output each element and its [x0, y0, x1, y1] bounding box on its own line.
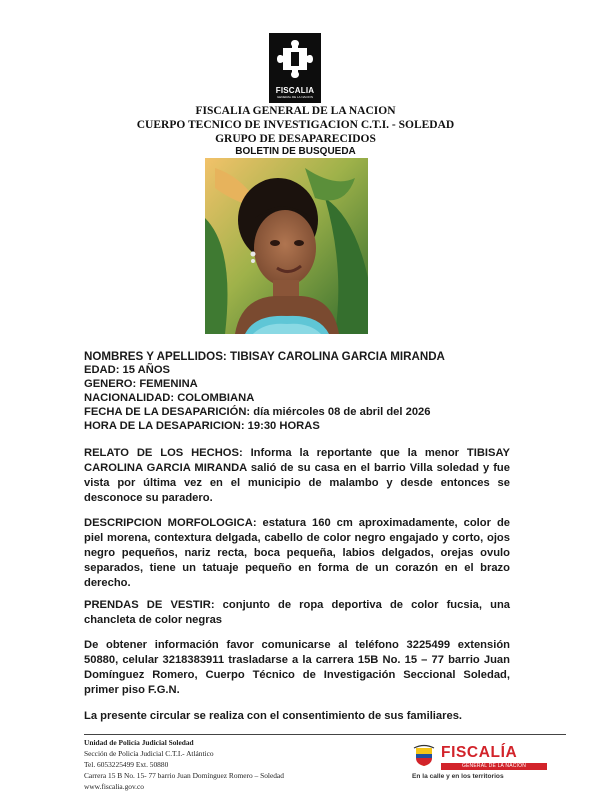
consent-note: La presente circular se realiza con el consentimiento de sus familiares.	[84, 710, 463, 722]
person-age: EDAD: 15 AÑOS	[84, 364, 170, 376]
person-nationality: NACIONALIDAD: COLOMBIANA	[84, 392, 255, 404]
contact-paragraph: De obtener información favor comunicarse al teléfono 3225499 extensión 50880, celular 3218383911 trasladarse a la carrera 15B No. 15 – 77 barrio Juan Domínguez Romero, Cuerpo Técnico de Investigación Seccional Soledad, primer piso F.G.N.	[84, 639, 510, 696]
header-line-3: GRUPO DE DESAPARECIDOS	[215, 133, 376, 145]
disappearance-time: HORA DE LA DESAPARICION: 19:30 HORAS	[84, 420, 320, 432]
footer-brand: FISCALÍA	[441, 744, 518, 761]
header-line-2: CUERPO TECNICO DE INVESTIGACION C.T.I. - SOLEDAD	[136, 119, 455, 131]
fiscalia-logo	[269, 33, 321, 103]
footer-website[interactable]: www.fiscalia.gov.co	[84, 782, 144, 791]
footer-address: Carrera 15 B No. 15- 77 barrio Juan Domínguez Romero – Soledad	[84, 771, 284, 780]
footer-brand-band: GENERAL DE LA NACIÓN	[441, 763, 547, 770]
footer-phone: Tel. 6053225499 Ext. 50880	[84, 760, 169, 769]
clothing-paragraph: PRENDAS DE VESTIR: conjunto de ropa deportiva de color fucsia, una chancleta de color negras	[84, 599, 510, 626]
coat-of-arms-icon	[412, 744, 436, 768]
footer-section: Sección de Policía Judicial C.T.I.- Atlántico	[84, 749, 214, 758]
footer-tagline: En la calle y en los territorios	[412, 773, 504, 780]
logo-wordmark: FISCALIA	[275, 86, 315, 95]
morphology-paragraph: DESCRIPCION MORFOLOGICA: estatura 160 cm aproximadamente, color de piel morena, contextura delgada, cabello de color negro engajado y corto, ojos negro pequeños, nariz recta, boca pequeña, labios delgados, orejas ovulo separados, tiene un tatuaje pequeño en forma de un corazón en el brazo derecho.	[84, 517, 510, 589]
missing-person-photo	[205, 158, 368, 334]
header-line-1: FISCALIA GENERAL DE LA NACION	[195, 105, 396, 117]
puzzle-piece-icon	[277, 38, 313, 84]
person-gender: GENERO: FEMENINA	[84, 378, 198, 390]
footer-divider	[84, 734, 566, 735]
disappearance-date: FECHA DE LA DESAPARICIÓN: día miércoles 08 de abril del 2026	[84, 406, 431, 418]
footer-unit: Unidad de Policía Judicial Soledad	[84, 738, 194, 747]
facts-paragraph: RELATO DE LOS HECHOS: Informa la reportante que la menor TIBISAY CAROLINA GARCIA MIRANDA salió de su casa en el barrio Villa soledad y fue vista por última vez en el municipio de malambo y desde entonces se desconoce su paradero.	[84, 447, 510, 504]
bulletin-title: BOLETIN DE BUSQUEDA	[235, 146, 356, 157]
person-name: NOMBRES Y APELLIDOS: TIBISAY CAROLINA GARCIA MIRANDA	[84, 350, 445, 363]
logo-subtitle: GENERAL DE LA NACION	[276, 95, 314, 99]
